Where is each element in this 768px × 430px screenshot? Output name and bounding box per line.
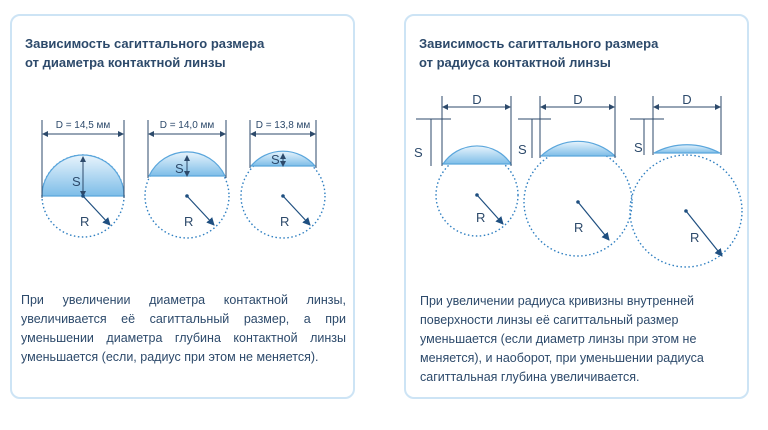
diameter-label: D [472, 92, 482, 107]
radius-label: R [280, 214, 290, 229]
lens-diagram-3 [241, 120, 325, 238]
lens-diagram-1 [414, 92, 518, 236]
lens-diagram-2 [518, 92, 632, 256]
radius-label: R [80, 214, 90, 229]
sagittal-label: S [414, 145, 423, 160]
diameter-diagram [12, 16, 357, 286]
panel-diameter-dependence [10, 14, 355, 399]
lens-shape [654, 145, 720, 153]
panel-description: При увеличении радиуса кривизны внутренней поверхности линзы её сагиттальный размер уменьшается (если диаметр линзы при этом не меняется), и наоборот, при уменьшении радиуса сагиттальная глубина увеличивается. [420, 294, 704, 384]
diameter-label: D = 13,8 мм [255, 120, 311, 131]
sagittal-label: S [271, 152, 280, 167]
diameter-label: D = 14,5 мм [55, 120, 111, 131]
title-line-2: от радиуса контактной линзы [419, 55, 611, 70]
diameter-label: D [682, 92, 692, 107]
radius-label: R [690, 230, 700, 245]
panel-description: При увеличении диаметра контактной линзы, увеличивается её сагиттальный размер, а при уменьшении диаметра глубина контактной линзы уменьшается (если, радиус при этом не меняется). [21, 293, 346, 364]
panel-radius-dependence [404, 14, 749, 399]
lens-diagram-2 [145, 120, 229, 238]
sagittal-label: S [175, 161, 184, 176]
radius-diagram [406, 16, 751, 286]
radius-label: R [574, 220, 584, 235]
diameter-label: D = 14,0 мм [159, 120, 215, 131]
title-line-2: от диаметра контактной линзы [25, 55, 226, 70]
radius-label: R [476, 210, 486, 225]
radius-label: R [184, 214, 194, 229]
lens-diagram-1 [42, 120, 124, 237]
sagittal-label: S [518, 142, 527, 157]
lens-diagram-3 [630, 92, 742, 267]
title-line-1: Зависимость сагиттального размера [25, 36, 265, 51]
title-line-1: Зависимость сагиттального размера [419, 36, 659, 51]
sagittal-label: S [634, 140, 643, 155]
lens-shape [541, 141, 615, 156]
lens-shape [443, 146, 511, 164]
diameter-label: D [573, 92, 583, 107]
sagittal-label: S [72, 174, 81, 189]
